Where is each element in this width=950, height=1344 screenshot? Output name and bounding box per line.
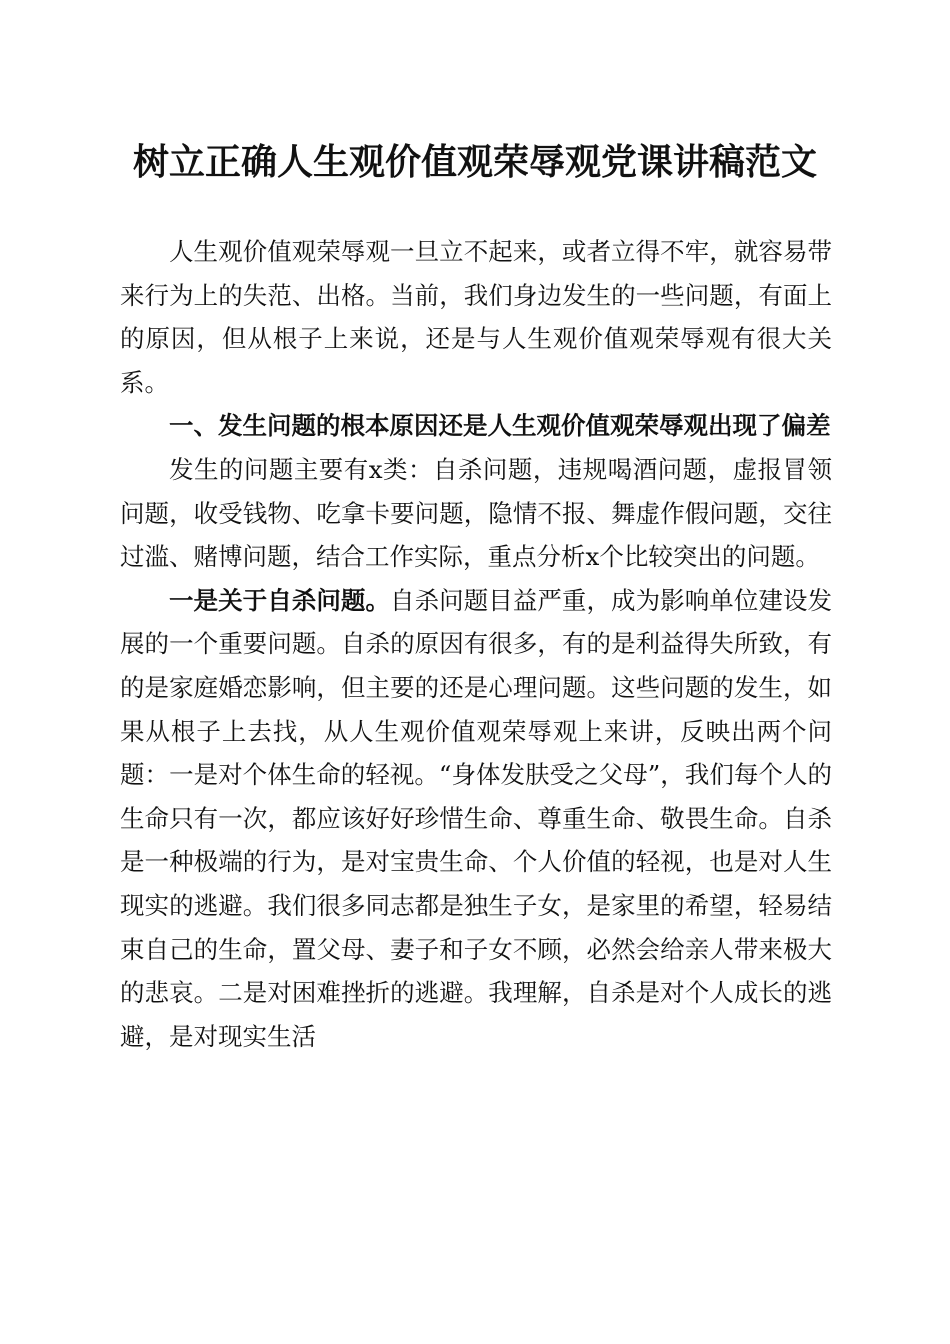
document-title: 树立正确人生观价值观荣辱观党课讲稿范文 (132, 141, 817, 183)
paragraph-lead-label: 一是关于自杀问题。 (169, 585, 391, 615)
paragraph-intro: 人生观价值观荣辱观一旦立不起来，或者立得不牢，就容易带来行为上的失范、出格。当前，我们身边发生的一些问题，有面上的原因，但从根子上来说，还是与人生观价值观荣辱观有很大关系。 (120, 237, 832, 397)
paragraph-suicide-text: 自杀问题目益严重，成为影响单位建设发展的一个重要问题。自杀的原因有很多，有的是利益得失所致，有的是家庭婚恋影响，但主要的还是心理问题。这些问题的发生，如果从根子上去找，从人生观价值观荣辱观上来讲，反映出两个问题：一是对个体生命的轻视。“身体发肤受之父母”，我们每个人的生命只有一次，都应该好好珍惜生命、尊重生命、敬畏生命。自杀是一种极端的行为，是对宝贵生命、个人价值的轻视，也是对人生现实的逃避。我们很多同志都是独生子女，是家里的希望，轻易结束自己的生命，置父母、妻子和子女不顾，必然会给亲人带来极大的悲哀。二是对困难挫折的逃避。我理解，自杀是对个人成长的逃避，是对现实生活 (120, 585, 833, 1051)
document-body (120, 230, 832, 1058)
section-heading-1: 一、发生问题的根本原因还是人生观价值观荣辱观出现了偏差 (169, 411, 831, 441)
paragraph-problems-overview: 发生的问题主要有x类：自杀问题，违规喝酒问题，虚报冒领问题，收受钱物、吃拿卡要问题，隐情不报、舞虚作假问题，交往过滥、赌博问题，结合工作实际，重点分析x个比较突出的问题。 (120, 454, 832, 572)
paragraph-suicide-issue (120, 579, 832, 1059)
